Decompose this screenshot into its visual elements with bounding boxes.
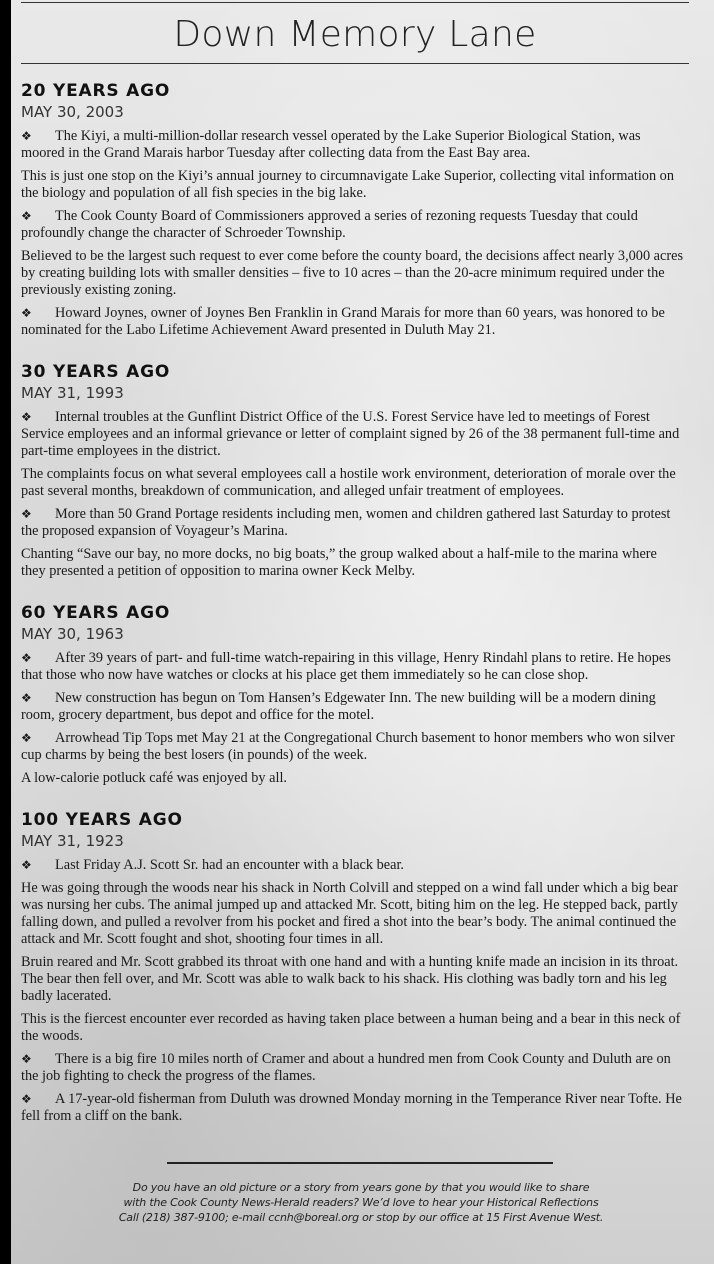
bullet-icon: ❖ [21, 209, 32, 223]
news-item [21, 506, 685, 540]
news-item [21, 409, 685, 460]
news-item-text: Howard Joynes, owner of Joynes Ben Franklin in Grand Marais for more than 60 years, was honored to be nominated for the Labo Lifetime Achievement Award presented in Duluth May 21. [21, 305, 665, 338]
footer-line: Do you have an old picture or a story from years gone by that you would like to share [132, 1181, 590, 1194]
news-item-text: This is the fiercest encounter ever recorded as having taken place between a human being and a bear in this neck of the woods. [21, 1011, 681, 1044]
bullet-icon: ❖ [21, 1052, 32, 1066]
section [21, 80, 685, 339]
news-item-text: There is a big fire 10 miles north of Cramer and about a hundred men from Cook County and Duluth are on the job fighting to check the progress of the flames. [21, 1051, 671, 1084]
section-date: MAY 31, 1993 [21, 384, 124, 402]
section-date: MAY 30, 1963 [21, 625, 124, 643]
bullet-icon: ❖ [21, 507, 32, 521]
news-item-text: This is just one stop on the Kiyi’s annual journey to circumnavigate Lake Superior, collecting vital information on the biology and population of all fish species in the big lake. [21, 168, 674, 201]
section-heading: 100 YEARS AGO [21, 810, 183, 830]
news-item [21, 730, 685, 764]
news-item [21, 208, 685, 242]
news-item-text: New construction has begun on Tom Hansen’s Edgewater Inn. The new building will be a modern dining room, grocery department, bus depot and office for the motel. [21, 690, 656, 723]
bullet-icon: ❖ [21, 129, 32, 143]
news-item-text: Believed to be the largest such request to ever come before the county board, the decisions affect nearly 3,000 acres by creating building lots with smaller densities – five to 10 acres – than the 20-acre minimum required under the previously existing zoning. [21, 248, 684, 298]
column-title: Down Memory Lane [173, 14, 537, 55]
footer-note [71, 1180, 651, 1225]
news-item-text: More than 50 Grand Portage residents including men, women and children gathered last Saturday to protest the proposed expansion of Voyageur’s Marina. [21, 506, 671, 539]
news-item [21, 248, 685, 299]
news-item-text: The complaints focus on what several employees call a hostile work environment, deterioration of morale over the past several months, breakdown of communication, and alleged unfair treatment of employees. [21, 466, 676, 499]
section [21, 361, 685, 580]
news-item-text: Arrowhead Tip Tops met May 21 at the Congregational Church basement to honor members who won silver cup charms by being the best losers (in pounds) of the week. [21, 730, 675, 763]
news-item [21, 305, 685, 339]
column-body [21, 80, 685, 1147]
news-item-text: Chanting “Save our bay, no more docks, no big boats,” the group walked about a half-mile to the marina where they presented a petition of opposition to marina owner Keck Melby. [21, 546, 657, 579]
footer-divider [167, 1162, 553, 1164]
section-date: MAY 30, 2003 [21, 103, 124, 121]
bullet-icon: ❖ [21, 1092, 32, 1106]
section-heading: 30 YEARS AGO [21, 362, 171, 382]
news-item-text: The Kiyi, a multi-million-dollar research vessel operated by the Lake Superior Biological Station, was moored in the Grand Marais harbor Tuesday after collecting data from the East Bay area. [21, 128, 641, 161]
news-item-text: A 17-year-old fisherman from Duluth was drowned Monday morning in the Temperance River near Tofte. He fell from a cliff on the bank. [21, 1091, 682, 1124]
section-date: MAY 31, 1923 [21, 832, 124, 850]
news-item [21, 690, 685, 724]
bullet-icon: ❖ [21, 410, 32, 424]
top-divider [21, 2, 689, 3]
news-item-text: A low-calorie potluck café was enjoyed by all. [21, 770, 287, 786]
bullet-icon: ❖ [21, 731, 32, 745]
news-item [21, 650, 685, 684]
bullet-icon: ❖ [21, 306, 32, 320]
news-item-text: He was going through the woods near his shack in North Colvill and stepped on a wind fall under which a big bear was nursing her cubs. The animal jumped up and attacked Mr. Scott, biting him on the leg. He stepped back, partly falling down, and pulled a revolver from his pocket and fired a shot into the bear’s body. The animal continued the attack and Mr. Scott fought and shot, shooting four times in all. [21, 880, 678, 947]
newspaper-page [11, 0, 714, 1264]
bullet-icon: ❖ [21, 858, 32, 872]
title-divider [21, 63, 689, 64]
news-item [21, 880, 685, 948]
news-item [21, 1011, 685, 1045]
section [21, 809, 685, 1125]
footer-line: with the Cook County News-Herald readers? We’d love to hear your Historical Reflections [123, 1196, 599, 1209]
news-item [21, 1091, 685, 1125]
news-item [21, 857, 685, 874]
news-item [21, 546, 685, 580]
section [21, 602, 685, 787]
news-item [21, 1051, 685, 1085]
news-item-text: The Cook County Board of Commissioners approved a series of rezoning requests Tuesday that could profoundly change the character of Schroeder Township. [21, 208, 638, 241]
section-heading: 20 YEARS AGO [21, 81, 171, 101]
section-heading: 60 YEARS AGO [21, 603, 171, 623]
bullet-icon: ❖ [21, 691, 32, 705]
news-item [21, 128, 685, 162]
news-item [21, 954, 685, 1005]
news-item [21, 770, 685, 787]
bullet-icon: ❖ [21, 651, 32, 665]
news-item [21, 168, 685, 202]
news-item-text: Internal troubles at the Gunflint District Office of the U.S. Forest Service have led to meetings of Forest Service employees and an informal grievance or letter of complaint signed by 26 of the 38 permanent full-time and part-time employees in the district. [21, 409, 680, 459]
news-item-text: After 39 years of part- and full-time watch-repairing in this village, Henry Rindahl plans to retire. He hopes that those who now have watches or clocks at his place get them immediately so he can close shop. [21, 650, 671, 683]
news-item [21, 466, 685, 500]
news-item-text: Last Friday A.J. Scott Sr. had an encounter with a black bear. [55, 857, 405, 873]
news-item-text: Bruin reared and Mr. Scott grabbed its throat with one hand and with a hunting knife made an incision in its throat. The bear then fell over, and Mr. Scott was able to walk back to his shack. His clothing was badly torn and his leg badly lacerated. [21, 954, 679, 1004]
footer-line: Call (218) 387-9100; e-mail ccnh@boreal.org or stop by our office at 15 First Avenue West. [118, 1211, 604, 1224]
